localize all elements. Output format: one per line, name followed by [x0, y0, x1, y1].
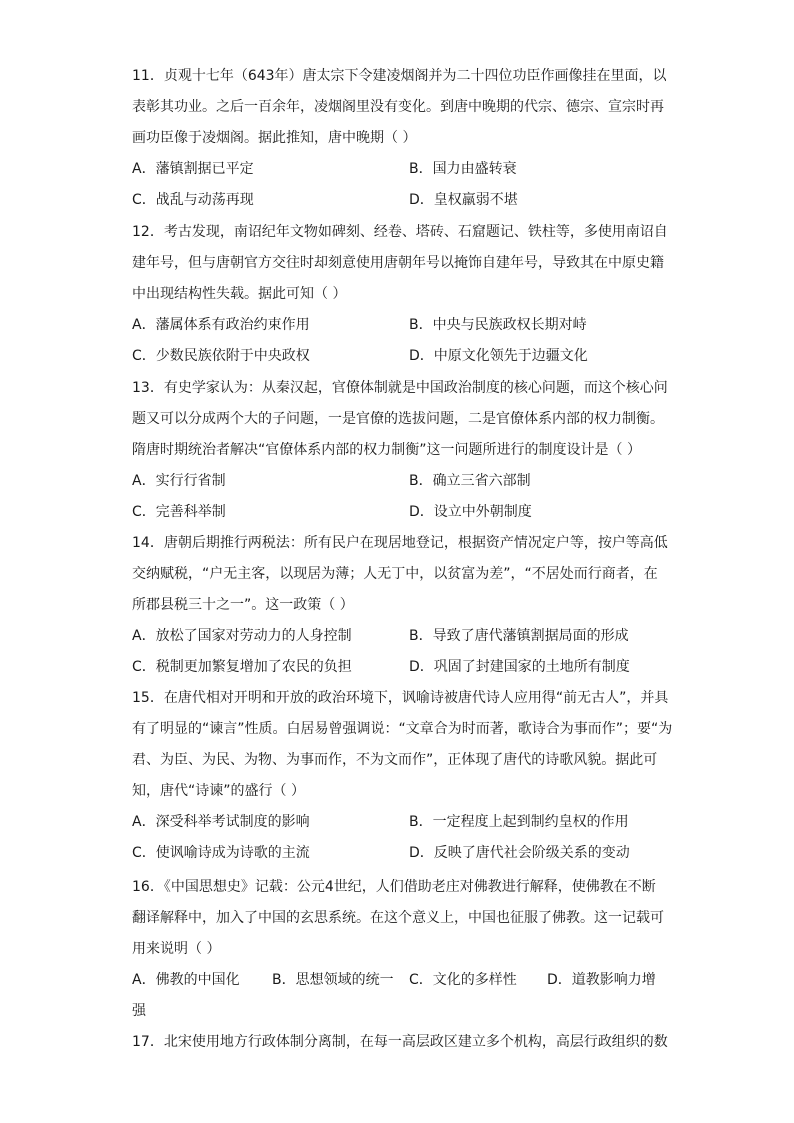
question-stem-line: 12．考古发现，南诏纪年文物如碑刻、经卷、塔砖、石窟题记、铁柱等，多使用南诏自	[132, 224, 668, 240]
question-stem-line: 中出现结构性失载。据此可知（ ）	[132, 286, 347, 302]
option-row	[132, 965, 662, 996]
option-b[interactable]: B．一定程度上起到制约皇权的作用	[409, 814, 629, 830]
option-c[interactable]: C．少数民族依附于中央政权	[132, 348, 310, 364]
option-d[interactable]: D．反映了唐代社会阶级关系的变动	[409, 845, 630, 861]
option-row	[132, 466, 662, 497]
question-stem-line: 题又可以分成两个大的子问题，一是官僚的选拔问题，二是官僚体系内部的权力制衡。	[132, 411, 664, 427]
question-stem-line: 表彰其功业。之后一百余年，凌烟阁里没有变化。到唐中晚期的代宗、德宗、宣宗时再	[132, 99, 664, 115]
option-a[interactable]: A．佛教的中国化	[132, 972, 240, 988]
question-stem-line: 用来说明（ ）	[132, 941, 221, 957]
option-row	[132, 185, 662, 216]
question-stem-line: 11．贞观十七年（643年）唐太宗下令建凌烟阁并为二十四位功臣作画像挂在里面，以	[132, 68, 667, 84]
question-stem-line: 15．在唐代相对开明和开放的政治环境下，讽喻诗被唐代诗人应用得“前无古人”，并具	[132, 690, 669, 706]
question-12	[132, 217, 668, 372]
option-d[interactable]: D．道教影响力增	[547, 972, 656, 988]
question-13	[132, 373, 668, 528]
question-16	[132, 872, 662, 1027]
question-11	[132, 61, 667, 216]
option-a[interactable]: A．藩镇割据已平定	[132, 161, 254, 177]
option-d[interactable]: D．中原文化领先于边疆文化	[409, 348, 588, 364]
question-stem-line: 17．北宋使用地方行政体制分离制，在每一高层政区建立多个机构，高层行政组织的数	[132, 1034, 668, 1050]
option-row	[132, 341, 662, 372]
option-row	[132, 807, 662, 838]
question-stem-line: 16．《中国思想史》记载：公元4世纪，人们借助老庄对佛教进行解释，使佛教在不断	[132, 879, 656, 895]
option-a[interactable]: A．放松了国家对劳动力的人身控制	[132, 628, 352, 644]
option-a[interactable]: A．藩属体系有政治约束作用	[132, 317, 310, 333]
option-row	[132, 310, 662, 341]
option-c[interactable]: C．战乱与动荡再现	[132, 192, 254, 208]
question-17	[132, 1027, 668, 1058]
option-b[interactable]: B．确立三省六部制	[409, 473, 531, 489]
option-row	[132, 652, 662, 683]
question-stem-line: 隋唐时期统治者解决“官僚体系内部的权力制衡”这一问题所进行的制度设计是（ ）	[132, 442, 641, 458]
question-stem-line: 交纳赋税，“户无主客，以现居为薄；人无丁中，以贫富为差”，“不居处而行商者，在	[132, 566, 658, 582]
option-c[interactable]: C．税制更加繁复增加了农民的负担	[132, 659, 352, 675]
option-c[interactable]: C．完善科举制	[132, 504, 226, 520]
option-row	[132, 838, 662, 869]
question-stem-line: 建年号，但与唐朝官方交往时却刻意使用唐朝年号以掩饰自建年号，导致其在中原史籍	[132, 255, 664, 271]
option-b[interactable]: B．思想领域的统一	[272, 972, 394, 988]
option-d[interactable]: D．巩固了封建国家的土地所有制度	[409, 659, 630, 675]
question-stem-line: 翻译解释中，加入了中国的玄思系统。在这个意义上，中国也征服了佛教。这一记载可	[132, 910, 664, 926]
question-stem-line: 所郡县税三十之一”。这一政策（ ）	[132, 597, 354, 613]
option-row	[132, 154, 662, 185]
option-b[interactable]: B．国力由盛转衰	[409, 161, 517, 177]
option-row	[132, 621, 662, 652]
option-c[interactable]: C．文化的多样性	[409, 972, 517, 988]
option-wrap-line: 强	[132, 1003, 146, 1019]
question-stem-line: 君、为臣、为民、为物、为事而作，不为文而作”，正体现了唐代的诗歌风貌。据此可	[132, 752, 658, 768]
question-14	[132, 528, 668, 683]
option-a[interactable]: A．深受科举考试制度的影响	[132, 814, 310, 830]
question-stem-line: 13．有史学家认为：从秦汉起，官僚体制就是中国政治制度的核心问题，而这个核心问	[132, 380, 668, 396]
question-stem-line: 画功臣像于凌烟阁。据此推知，唐中晚期（ ）	[132, 130, 417, 146]
question-stem-line: 14．唐朝后期推行两税法：所有民户在现居地登记，根据资产情况定户等，按户等高低	[132, 535, 668, 551]
option-d[interactable]: D．设立中外朝制度	[409, 504, 532, 520]
option-c[interactable]: C．使讽喻诗成为诗歌的主流	[132, 845, 310, 861]
question-stem-line: 知，唐代“诗谏”的盛行（ ）	[132, 783, 305, 799]
question-stem-line: 有了明显的“谏言”性质。白居易曾强调说：“文章合为时而著，歌诗合为事而作”；要“为	[132, 721, 673, 737]
option-d[interactable]: D．皇权羸弱不堪	[409, 192, 518, 208]
option-b[interactable]: B．中央与民族政权长期对峙	[409, 317, 587, 333]
option-a[interactable]: A．实行行省制	[132, 473, 226, 489]
option-b[interactable]: B．导致了唐代藩镇割据局面的形成	[409, 628, 629, 644]
question-15	[132, 683, 673, 869]
option-row	[132, 497, 662, 528]
